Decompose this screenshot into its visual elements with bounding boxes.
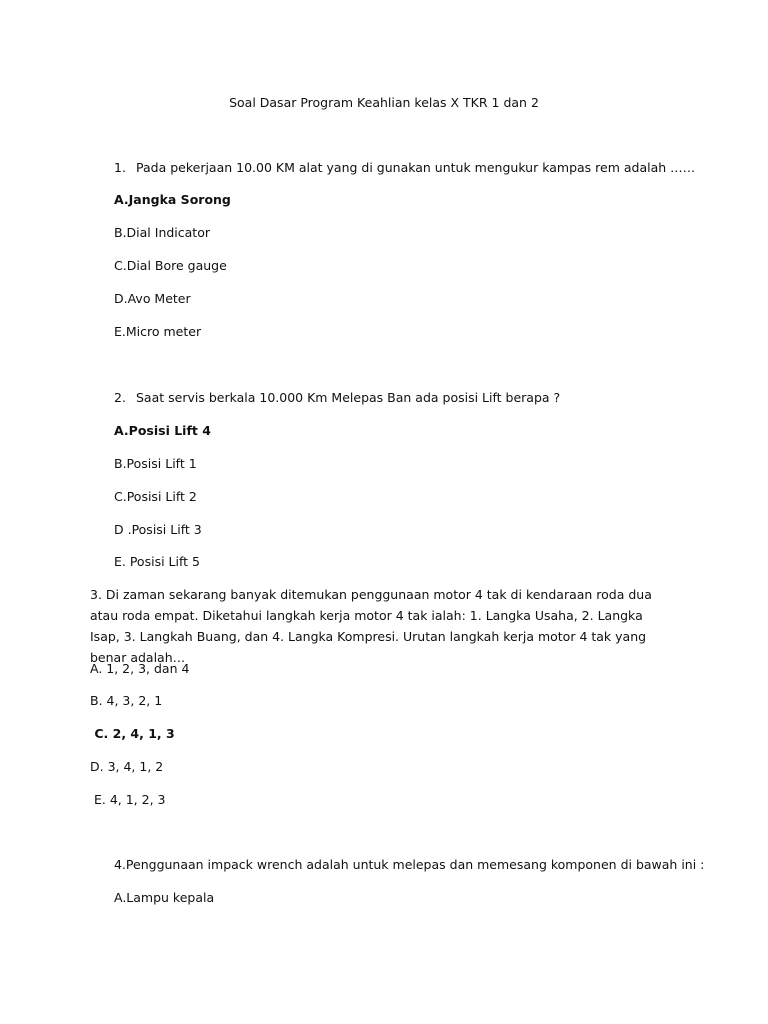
- option-b: B. 4, 3, 2, 1: [90, 693, 163, 708]
- option-d: D .Posisi Lift 3: [114, 522, 202, 537]
- option-b: B.Dial Indicator: [114, 225, 210, 240]
- question-text: Saat servis berkala 10.000 Km Melepas Ban ada posisi Lift berapa ?: [136, 390, 561, 405]
- question-2: [114, 390, 560, 406]
- question-number: 1.: [114, 160, 126, 175]
- option-c: C.Posisi Lift 2: [114, 489, 197, 504]
- option-b: B.Posisi Lift 1: [114, 456, 197, 471]
- option-c: C.Dial Bore gauge: [114, 258, 227, 273]
- option-e: E. 4, 1, 2, 3: [90, 792, 166, 807]
- document-title: Soal Dasar Program Keahlian kelas X TKR 1 dan 2: [229, 95, 539, 110]
- question-text: Pada pekerjaan 10.00 KM alat yang di gunakan untuk mengukur kampas rem adalah ……: [136, 160, 696, 175]
- question-1: [114, 160, 695, 176]
- option-e: E.Micro meter: [114, 324, 202, 339]
- option-a: A.Posisi Lift 4: [114, 423, 211, 438]
- option-e: E. Posisi Lift 5: [114, 554, 200, 569]
- option-d: D. 3, 4, 1, 2: [90, 759, 164, 774]
- question-4-text: 4.Penggunaan impack wrench adalah untuk melepas dan memesang komponen di bawah ini :: [114, 857, 705, 872]
- question-3-text: 3. Di zaman sekarang banyak ditemukan penggunaan motor 4 tak di kendaraan roda dua atau roda empat. Diketahui langkah kerja motor 4 tak ialah: 1. Langka Usaha, 2. Langka Isap, 3. Langkah Buang, dan 4. Langka Kompresi. Urutan langkah kerja motor 4 tak yang benar adalah…: [90, 587, 652, 665]
- option-d: D.Avo Meter: [114, 291, 191, 306]
- question-number: 2.: [114, 390, 126, 405]
- option-a: A.Lampu kepala: [114, 890, 215, 905]
- option-a: A. 1, 2, 3, dan 4: [90, 661, 190, 676]
- option-a: A.Jangka Sorong: [114, 192, 231, 207]
- option-c: C. 2, 4, 1, 3: [90, 726, 175, 741]
